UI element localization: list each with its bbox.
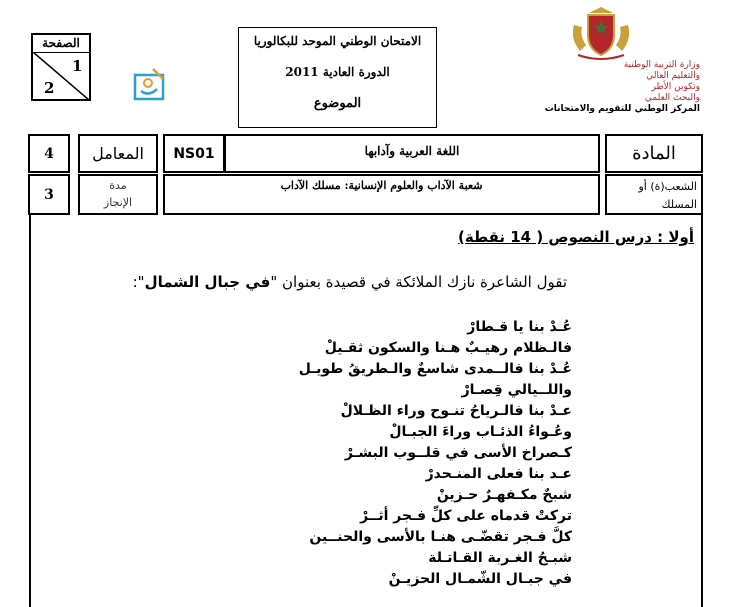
poem-line: فالـظلام رهيـبٌ هـنا والسكون ثقـيلْ bbox=[324, 340, 572, 356]
poem-line: عـد بنا فعلى المنـحدرْ bbox=[425, 466, 572, 482]
exam-title-line1: الامتحان الوطني الموحد للبكالوريا bbox=[253, 34, 422, 48]
exam-title-line2: الدورة العادية 2011 bbox=[285, 65, 390, 79]
intro-end: ": bbox=[132, 273, 145, 291]
exam-logo-icon bbox=[131, 67, 167, 101]
intro-text: تقول الشاعرة نازك الملائكة في قصيدة بعنوان " bbox=[270, 273, 567, 291]
coef-value-cell: 4 bbox=[28, 134, 70, 173]
intro-sentence bbox=[133, 273, 567, 291]
ministry-line3: وتكوين الأطر bbox=[651, 82, 700, 92]
poem-line: واللــيالي قِصـارْ bbox=[461, 382, 572, 398]
subject-label-cell: المادة bbox=[605, 134, 703, 173]
poem-line: شبـحُ الغـربة القـاتـلة bbox=[428, 550, 572, 566]
section-title: أولا : درس النصوص ( 14 نقطة) bbox=[458, 228, 694, 246]
page-number-box bbox=[31, 33, 91, 101]
poem-line: عُـدْ بنا فالــمدى شاسعٌ والـطريقُ طويـل bbox=[298, 361, 572, 377]
ministry-block bbox=[520, 60, 700, 115]
subject-code-cell: NS01 bbox=[163, 134, 225, 173]
poem-line: في جبـال الشّمـال الحزيـنْ bbox=[388, 571, 572, 587]
intro-poem-title: في جبال الشمال bbox=[144, 273, 271, 291]
subject-value-cell: اللغة العربية وآدابها bbox=[224, 134, 600, 173]
duration-label-cell: مدة الإنجاز bbox=[78, 174, 158, 215]
poem-line: شبحٌ مكـفهـرٌ حـزينْ bbox=[436, 487, 572, 503]
poem-line: عُـدْ بنا يا قـطارْ bbox=[467, 319, 572, 335]
coat-of-arms-icon bbox=[566, 5, 636, 61]
poem-line: وعُـواءُ الذئـاب وراءَ الجبـالْ bbox=[389, 424, 572, 440]
poem-line: عـدْ بنا فالـرياحُ تنـوح وراء الظـلالْ bbox=[340, 403, 572, 419]
ministry-line1: وزارة التربية الوطنية bbox=[623, 60, 700, 70]
ministry-line5: المركز الوطني للتقويم والامتحانات bbox=[544, 104, 700, 114]
ministry-line4: والبحث العلمي bbox=[644, 93, 700, 103]
duration-value-cell: 3 bbox=[28, 174, 70, 215]
branch-value-cell: شعبة الآداب والعلوم الإنسانية: مسلك الآداب bbox=[163, 174, 600, 215]
page-total: 2 bbox=[44, 79, 55, 97]
poem-line: تركتْ قدماه على كلِّ فـجر أثــرْ bbox=[360, 508, 572, 524]
poem-line: كلَّ فـجر تقضّـى هنـا بالأسى والحنــين bbox=[309, 529, 572, 545]
exam-title-line3: الموضوع bbox=[313, 96, 362, 111]
page-label: الصفحة bbox=[42, 36, 80, 50]
poem-line: كـصراخ الأسى في قلــوب البشـرْ bbox=[344, 445, 572, 461]
page-frame-left bbox=[29, 215, 31, 607]
page-frame-right bbox=[701, 215, 703, 607]
exam-title-box bbox=[238, 27, 437, 128]
coef-label-cell: المعامل bbox=[78, 134, 158, 173]
page-current: 1 bbox=[72, 57, 83, 75]
ministry-line2: والتعليم العالي bbox=[646, 71, 700, 81]
branch-label-cell: الشعب(ة) أو المسلك bbox=[605, 174, 703, 215]
